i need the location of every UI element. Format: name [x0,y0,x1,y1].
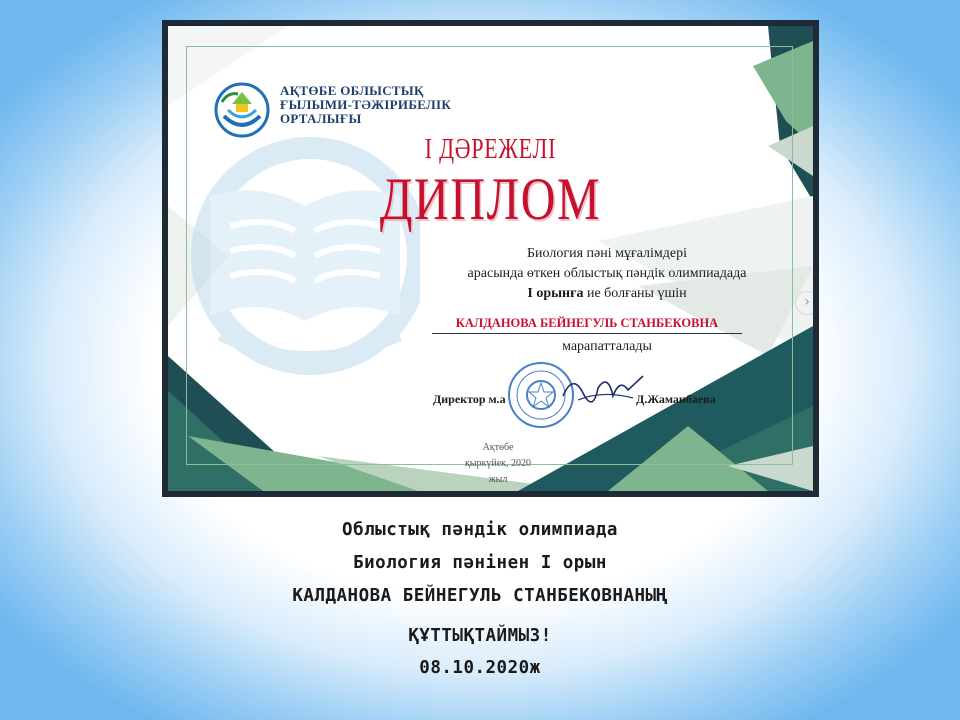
diploma-photo [162,20,819,497]
diploma-document [168,26,813,491]
awardee-name: КАЛДАНОВА БЕЙНЕГУЛЬ СТАНБЕКОВНА [432,316,742,334]
caption-date: 08.10.2020ж [419,658,541,678]
description-line-3-rest: ие болғаны үшін [583,286,687,301]
description-line-2: арасында өткен облыстық пәндік олимпиадада [467,266,747,281]
organization-name [280,84,500,126]
description-line-1: Биология пәні мұғалімдері [527,246,687,261]
diploma-title: ДИПЛОМ [379,166,602,232]
caption-line-3: КАЛДАНОВА БЕЙНЕГУЛЬ СТАНБЕКОВНАНЫҢ [292,586,668,606]
congratulations-text: ҚҰТТЫҚТАЙМЫЗ! [408,626,552,646]
issue-place-date [458,440,538,488]
director-label: Директор м.а [433,392,506,406]
signature-icon [558,368,648,408]
org-name-line-3: ОРТАЛЫҒЫ [280,111,362,126]
org-name-line-2: ҒЫЛЫМИ-ТӘЖІРИБЕЛІК [280,97,452,112]
director-name: Д.Жаманбаева [636,392,716,406]
org-name-line-1: АҚТӨБЕ ОБЛЫСТЫҚ [280,83,424,98]
diploma-description [402,244,812,304]
issue-date: қыркүйек, 2020 жыл [464,458,532,485]
place-text: І орынға [527,286,584,301]
caption-line-2: Биология пәнінен І орын [353,553,607,573]
chevron-right-icon: › [804,294,810,310]
next-image-button[interactable] [795,291,813,315]
organization-logo [214,82,270,138]
caption-line-1: Облыстық пәндік олимпиада [342,520,618,540]
issue-city: Ақтөбе [482,442,514,453]
awarded-text: марапатталады [562,339,652,354]
description-line-3 [402,284,812,304]
diploma-degree: І ДӘРЕЖЕЛІ [424,134,557,165]
